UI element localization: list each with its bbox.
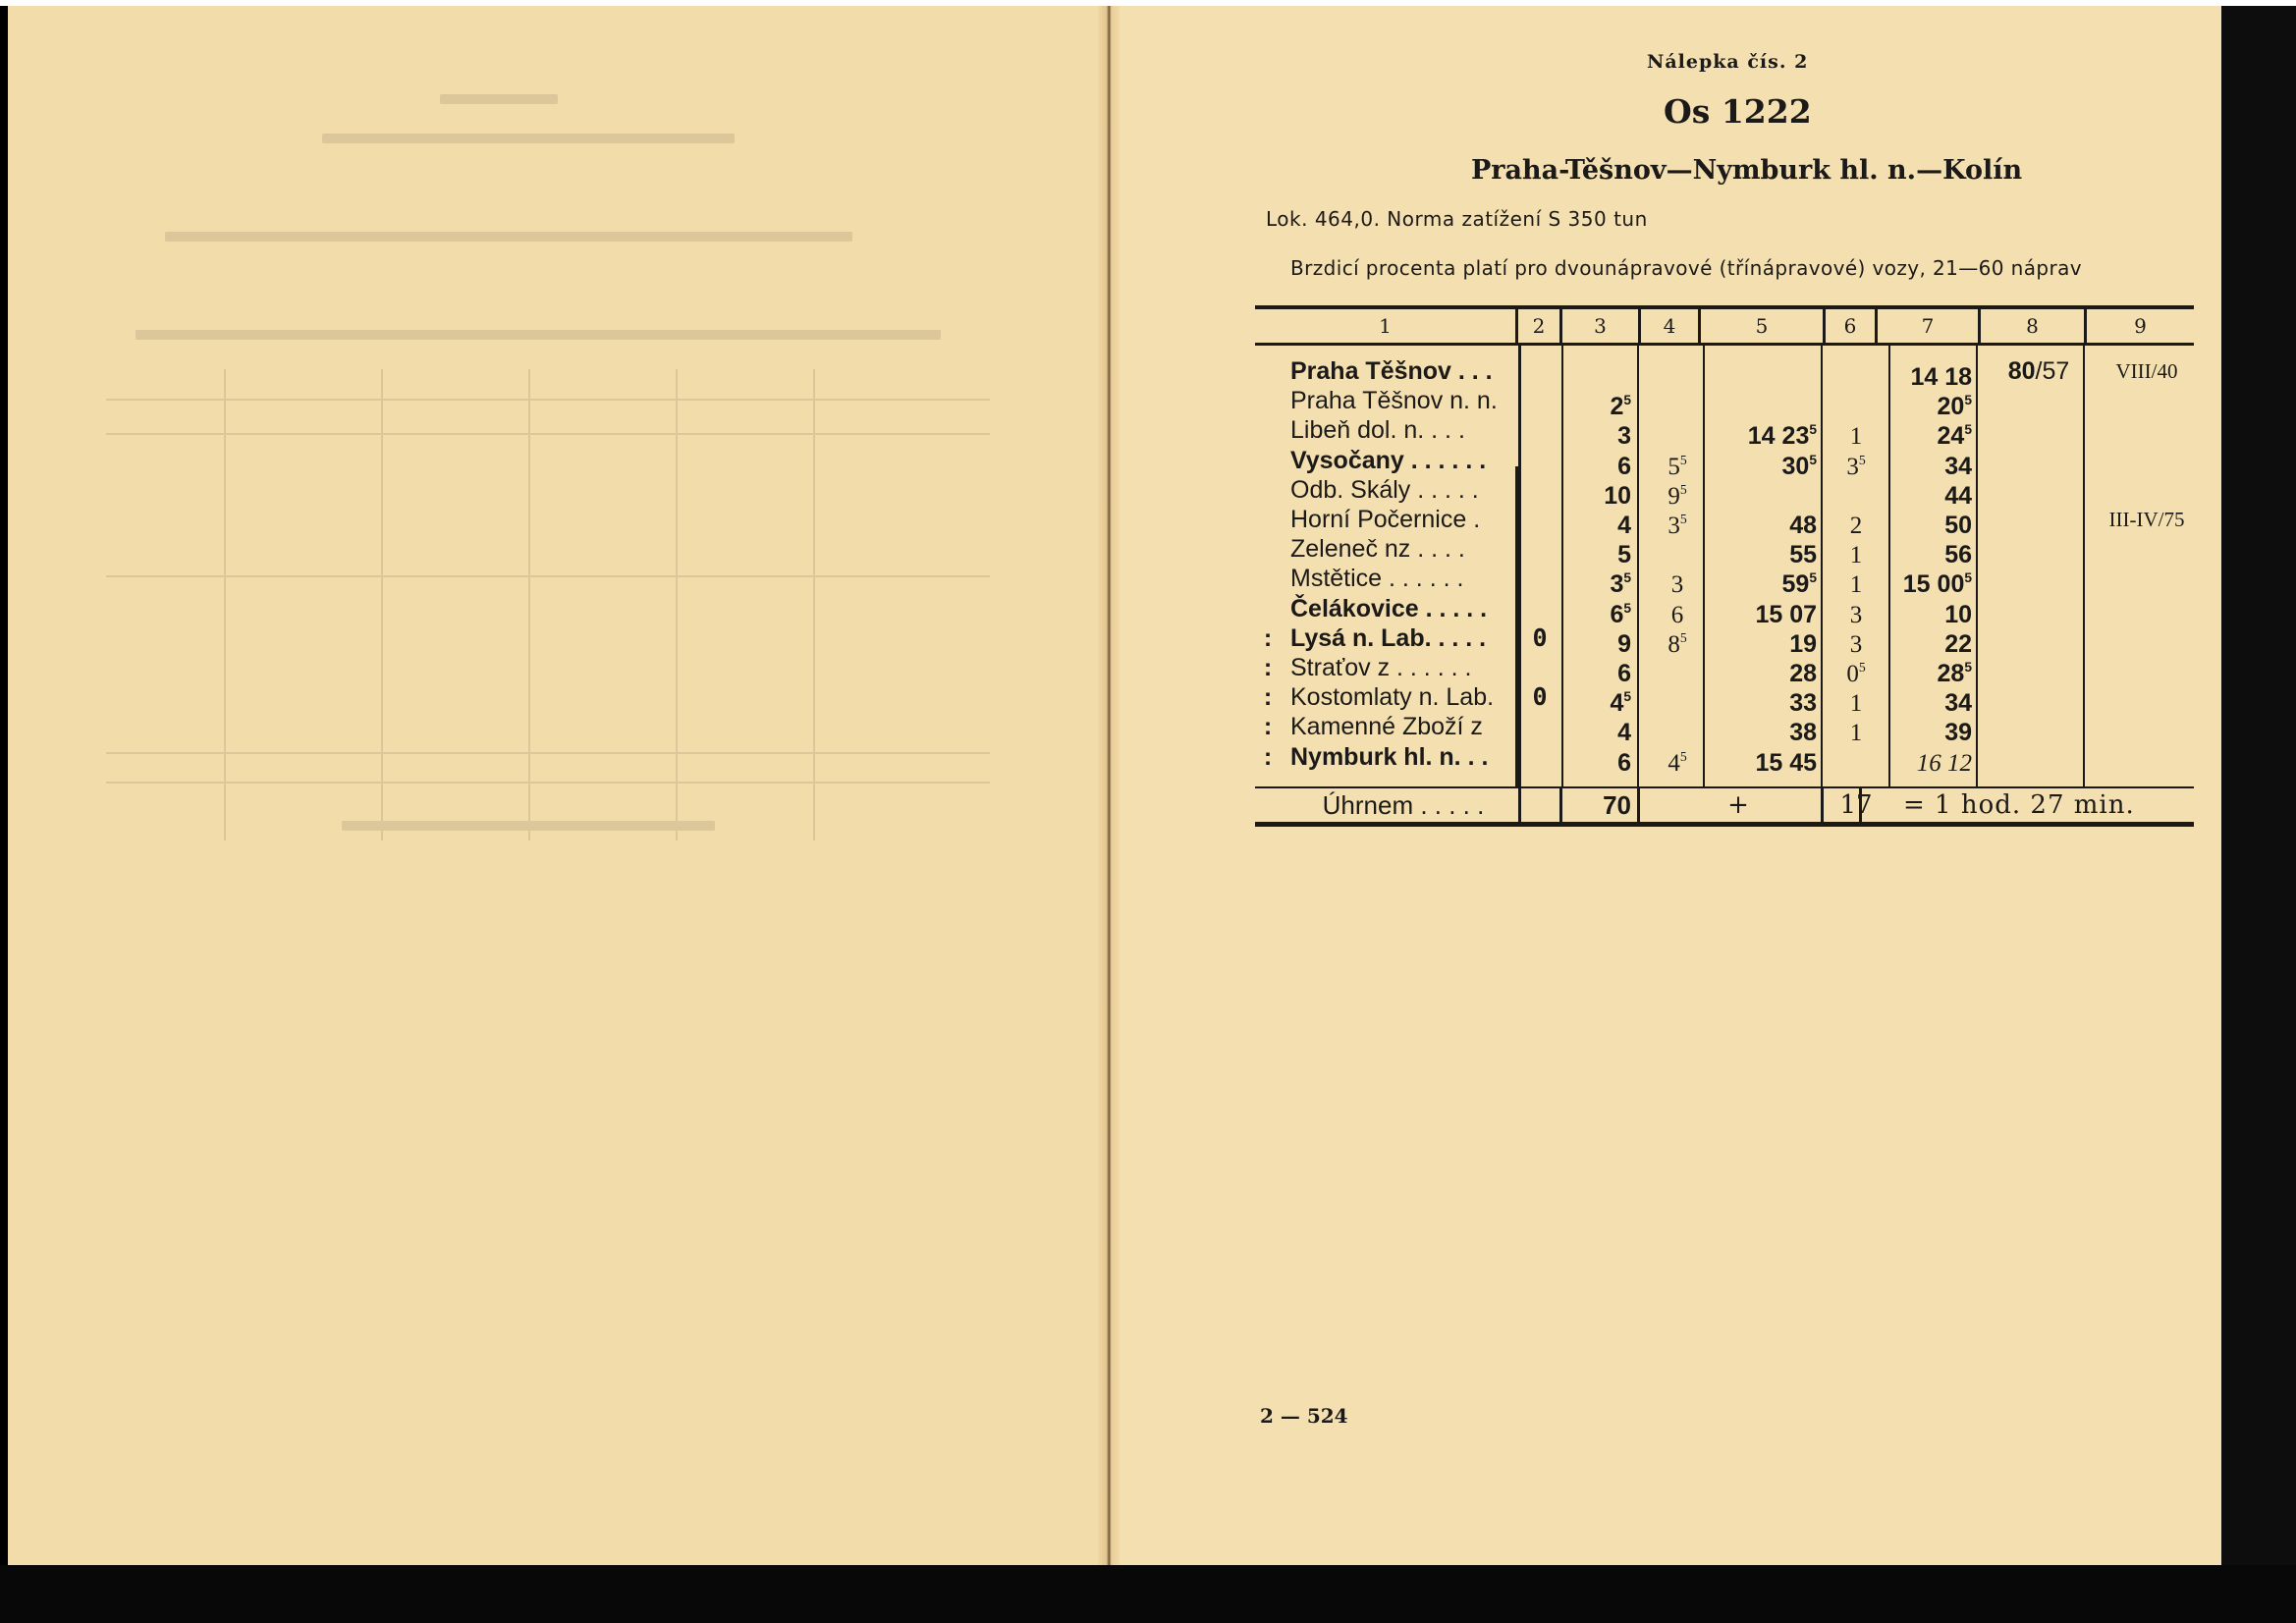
stop-time	[1827, 356, 1886, 386]
section-marker	[1255, 712, 1281, 741]
station-name	[1290, 356, 1516, 386]
col-header-7: 7	[1921, 314, 1935, 338]
station-name-value: Praha Těšnov n. n.	[1290, 387, 1498, 415]
running-time	[1579, 742, 1631, 777]
page-number: 2 — 524	[1260, 1404, 1348, 1428]
col-header-2: 2	[1532, 314, 1546, 338]
station-name	[1290, 534, 1516, 564]
gradient-class	[2100, 742, 2194, 772]
table-row	[1255, 356, 2194, 391]
col4-time	[1656, 682, 1699, 712]
departure-time	[1886, 623, 1972, 658]
col4-time	[1656, 564, 1699, 599]
table-row	[1255, 622, 2194, 658]
brake-percent	[1990, 564, 2088, 593]
stop-time-value: 3	[1849, 630, 1863, 658]
gradient-class	[2100, 682, 2194, 712]
col2-mark	[1520, 356, 1559, 386]
scan-bottom-edge	[0, 1565, 2296, 1623]
running-time-value: 6	[1617, 748, 1631, 777]
running-time	[1579, 446, 1631, 480]
col4-time	[1656, 415, 1699, 445]
departure-time-value: 28	[1937, 659, 1965, 687]
gradient-class-value: III-IV/75	[2108, 508, 2185, 531]
col-header-8: 8	[2026, 314, 2039, 338]
gradient-class	[2100, 446, 2194, 475]
stop-time	[1827, 386, 1886, 415]
running-time	[1579, 415, 1631, 451]
section-marker	[1255, 415, 1281, 445]
book-spine	[1098, 6, 1120, 1565]
departure-time	[1886, 712, 1972, 747]
departure-time	[1886, 534, 1972, 569]
section-marker	[1255, 534, 1281, 564]
stop-time	[1827, 505, 1886, 539]
stop-time-value: 2	[1849, 512, 1863, 539]
col4-time-value: 9	[1667, 482, 1680, 510]
col4-time-value: 4	[1667, 749, 1680, 777]
running-time-half-minute: 5	[1623, 570, 1631, 586]
departure-time-value: 15 00	[1902, 570, 1965, 599]
col2-mark	[1520, 446, 1559, 475]
section-marker	[1255, 564, 1281, 593]
brake-percent	[1990, 623, 2088, 653]
departure-time-half-minute: 5	[1964, 393, 1972, 408]
running-time-value: 3	[1617, 422, 1631, 451]
brake-percent	[1990, 534, 2088, 564]
arrival-time	[1709, 446, 1817, 480]
station-name	[1290, 594, 1516, 623]
show-through-print	[106, 192, 990, 899]
gradient-class	[2100, 386, 2194, 415]
col-divider	[1559, 788, 1562, 822]
station-name	[1290, 446, 1516, 475]
table-row	[1255, 594, 2194, 628]
col4-time-half-minute: 5	[1679, 512, 1687, 526]
col4-time-half-minute: 5	[1679, 629, 1687, 645]
arrival-time-value: 28	[1789, 659, 1817, 687]
stop-time-value: 3	[1849, 601, 1863, 628]
brake-percent	[1990, 356, 2088, 386]
arrival-time-value: 33	[1789, 689, 1817, 718]
gradient-class	[2100, 505, 2194, 534]
running-time	[1579, 682, 1631, 718]
station-name	[1290, 742, 1516, 772]
running-time	[1579, 594, 1631, 628]
col2-mark	[1520, 564, 1559, 593]
running-time-value: 3	[1610, 570, 1624, 599]
departure-time-half-minute: 5	[1964, 660, 1972, 675]
col-header-5: 5	[1755, 314, 1769, 338]
station-name	[1290, 386, 1516, 415]
brake-percent	[1990, 415, 2088, 445]
station-name	[1290, 475, 1516, 505]
arrival-time-value: 38	[1789, 719, 1817, 747]
stop-time	[1827, 712, 1886, 747]
brake-percent	[1990, 742, 2088, 772]
brake-percent	[1990, 712, 2088, 741]
arrival-time	[1709, 564, 1817, 599]
running-time-value: 2	[1610, 393, 1624, 421]
departure-time-value: 24	[1937, 422, 1965, 451]
running-time-value: 10	[1604, 481, 1631, 510]
departure-time	[1886, 475, 1972, 510]
stop-time	[1827, 446, 1886, 480]
brake-percent-main: 80	[2007, 357, 2036, 385]
col4-time-half-minute: 5	[1679, 452, 1687, 467]
station-name-value: Praha Těšnov . . .	[1290, 357, 1493, 385]
col4-time-value: 6	[1670, 601, 1684, 628]
stop-time-half-minute: 5	[1858, 452, 1866, 467]
departure-time-value: 56	[1944, 541, 1972, 569]
gradient-class	[2100, 623, 2194, 653]
running-time	[1579, 534, 1631, 569]
brake-percent-rest: /57	[2035, 357, 2070, 385]
col4-time	[1656, 505, 1699, 539]
station-name	[1290, 682, 1516, 712]
section-marker	[1255, 623, 1281, 653]
col4-time	[1656, 594, 1699, 628]
departure-time	[1886, 653, 1972, 687]
summary-total-minutes: 70	[1603, 790, 1631, 820]
departure-time-value: 16 12	[1916, 749, 1972, 777]
col2-mark	[1520, 682, 1559, 712]
running-time-half-minute: 5	[1623, 393, 1631, 408]
station-name-value: Kostomlaty n. Lab.	[1290, 683, 1495, 712]
running-time	[1579, 475, 1631, 510]
col2-mark	[1520, 475, 1559, 505]
station-name-value: Čelákovice . . . . .	[1290, 594, 1488, 622]
section-marker	[1255, 653, 1281, 682]
departure-time-value: 14 18	[1910, 362, 1972, 391]
col2-mark	[1520, 534, 1559, 564]
col2-mark	[1520, 415, 1559, 445]
table-top-rule	[1255, 305, 2194, 309]
station-name-value: Odb. Skály . . . . .	[1290, 475, 1479, 504]
station-name	[1290, 564, 1516, 593]
departure-time-value: 10	[1944, 600, 1972, 628]
departure-time-value: 22	[1944, 629, 1972, 658]
col-header-3: 3	[1594, 314, 1607, 338]
summary-equals: = 1 hod. 27 min.	[1903, 790, 2135, 820]
running-time-half-minute: 5	[1623, 689, 1631, 705]
summary-stop-minutes: 17	[1839, 790, 1873, 820]
stop-time-value: 1	[1849, 690, 1863, 718]
route-title: Praha-Těšnov—Nymburk hl. n.—Kolín	[1471, 155, 2023, 186]
running-time	[1579, 356, 1631, 386]
stop-time-half-minute: 5	[1858, 660, 1866, 675]
section-marker	[1255, 356, 1281, 386]
table-row	[1255, 415, 2194, 451]
col-divider	[1821, 788, 1824, 822]
departure-time	[1886, 682, 1972, 718]
running-time-half-minute: 5	[1623, 600, 1631, 616]
table-row	[1255, 564, 2194, 599]
running-time	[1579, 653, 1631, 687]
station-name	[1290, 505, 1516, 534]
station-name-value: Lysá n. Lab. . . . .	[1290, 623, 1487, 652]
section-marker-value: :	[1263, 683, 1273, 712]
gradient-class	[2100, 564, 2194, 593]
departure-time	[1886, 505, 1972, 539]
col4-time	[1656, 475, 1699, 510]
section-marker	[1255, 446, 1281, 475]
arrival-time-value: 55	[1789, 541, 1817, 569]
summary-label: Úhrnem . . . . .	[1322, 790, 1485, 820]
running-time	[1579, 623, 1631, 658]
stop-time	[1827, 534, 1886, 569]
col4-time	[1656, 623, 1699, 658]
col2-mark-value: 0	[1532, 622, 1548, 652]
arrival-time	[1709, 505, 1817, 539]
running-time	[1579, 712, 1631, 747]
col4-time	[1656, 712, 1699, 741]
running-time-value: 9	[1617, 629, 1631, 658]
col4-time	[1656, 653, 1699, 682]
station-name-value: Zeleneč nz . . . .	[1290, 535, 1465, 564]
stop-time-value: 1	[1849, 571, 1863, 599]
col2-mark	[1520, 594, 1559, 623]
running-time-value: 5	[1617, 541, 1631, 569]
gradient-class-value: VIII/40	[2115, 359, 2178, 383]
arrival-time	[1709, 682, 1817, 718]
stop-time	[1827, 415, 1886, 451]
arrival-time	[1709, 712, 1817, 747]
col2-mark	[1520, 623, 1559, 653]
running-time	[1579, 386, 1631, 421]
col-header-4: 4	[1663, 314, 1676, 338]
arrival-time	[1709, 386, 1817, 415]
section-marker	[1255, 505, 1281, 534]
train-number: Os 1222	[1664, 92, 1812, 131]
stop-time	[1827, 564, 1886, 599]
station-name-value: Straťov z . . . . . .	[1290, 654, 1472, 681]
station-name	[1290, 415, 1516, 445]
arrival-time	[1709, 415, 1817, 451]
brake-percent	[1990, 446, 2088, 475]
departure-time-half-minute: 5	[1964, 422, 1972, 438]
section-marker	[1255, 386, 1281, 415]
section-marker-value: :	[1263, 654, 1273, 681]
col4-time-value: 3	[1670, 571, 1684, 599]
arrival-time-half-minute: 5	[1809, 452, 1817, 467]
brake-percent	[1990, 475, 2088, 505]
table-row	[1255, 653, 2194, 687]
arrival-time-value: 30	[1781, 452, 1810, 480]
col4-time-half-minute: 5	[1679, 481, 1687, 497]
departure-time-value: 34	[1944, 452, 1972, 480]
table-row	[1255, 386, 2194, 421]
brake-percent	[1990, 594, 2088, 623]
col2-mark-value: 0	[1532, 682, 1548, 712]
section-marker	[1255, 475, 1281, 505]
departure-time-value: 20	[1937, 393, 1965, 421]
brake-percent	[1990, 386, 2088, 415]
col2-mark	[1520, 505, 1559, 534]
stop-time	[1827, 653, 1886, 687]
gradient-class	[2100, 534, 2194, 564]
stop-time	[1827, 594, 1886, 628]
stop-time-value: 1	[1849, 542, 1863, 569]
col-divider	[1637, 788, 1640, 822]
sticker-number: Nálepka čís. 2	[1647, 51, 1809, 73]
section-marker-value: :	[1263, 623, 1273, 652]
section-marker	[1255, 594, 1281, 623]
departure-time	[1886, 386, 1972, 421]
departure-time-value: 50	[1944, 511, 1972, 539]
station-name-value: Horní Počernice .	[1290, 506, 1481, 533]
station-name-value: Kamenné Zboží z	[1290, 713, 1483, 741]
col-header-1: 1	[1379, 314, 1392, 338]
departure-time	[1886, 415, 1972, 451]
stop-time	[1827, 623, 1886, 658]
section-marker	[1255, 742, 1281, 772]
running-time-value: 4	[1617, 719, 1631, 747]
arrival-time-value: 48	[1789, 511, 1817, 539]
brake-percentage-line: Brzdicí procenta platí pro dvounápravové (třínápravové) vozy, 21—60 náprav	[1290, 256, 2083, 280]
departure-time-value: 44	[1944, 481, 1972, 510]
arrival-time	[1709, 594, 1817, 628]
departure-time	[1886, 356, 1972, 391]
section-marker-value: :	[1263, 713, 1273, 741]
table-row	[1255, 712, 2194, 747]
col-header-6: 6	[1843, 314, 1857, 338]
brake-percent	[1990, 682, 2088, 712]
brake-percent	[1990, 653, 2088, 682]
summary-plus: +	[1727, 790, 1749, 820]
left-page	[8, 6, 1110, 1565]
arrival-time-value: 59	[1781, 570, 1810, 599]
station-name-value: Nymburk hl. n. . .	[1290, 742, 1489, 771]
arrival-time	[1709, 623, 1817, 658]
station-name-value: Libeň dol. n. . . .	[1290, 416, 1465, 445]
col2-mark	[1520, 712, 1559, 741]
col4-time-value: 5	[1667, 453, 1680, 480]
departure-time	[1886, 564, 1972, 599]
col4-time-value: 8	[1667, 630, 1680, 658]
gradient-class	[2100, 475, 2194, 505]
col4-time-value: 3	[1667, 512, 1680, 539]
stop-time-value: 0	[1846, 660, 1859, 687]
arrival-time-half-minute: 5	[1809, 422, 1817, 438]
table-row	[1255, 505, 2194, 539]
departure-time-value: 34	[1944, 689, 1972, 718]
col4-time	[1656, 386, 1699, 415]
section-marker-value: :	[1263, 742, 1273, 771]
table-row	[1255, 446, 2194, 480]
brake-percent	[1990, 505, 2088, 534]
col4-time	[1656, 446, 1699, 480]
col2-mark	[1520, 653, 1559, 682]
departure-time	[1886, 446, 1972, 480]
running-time-value: 4	[1610, 689, 1624, 718]
gradient-class	[2100, 415, 2194, 445]
arrival-time	[1709, 742, 1817, 777]
col4-time	[1656, 742, 1699, 777]
departure-time-value: 39	[1944, 719, 1972, 747]
arrival-time-value: 15 07	[1755, 600, 1817, 628]
timetable	[1255, 305, 2194, 828]
arrival-time-half-minute: 5	[1809, 570, 1817, 586]
departure-time-half-minute: 5	[1964, 570, 1972, 586]
station-name	[1290, 653, 1516, 682]
table-row	[1255, 475, 2194, 510]
arrival-time	[1709, 653, 1817, 687]
departure-time	[1886, 742, 1972, 777]
station-name-value: Vysočany . . . . . .	[1290, 446, 1487, 474]
table-row	[1255, 682, 2194, 718]
stop-time	[1827, 682, 1886, 718]
gradient-class	[2100, 356, 2194, 386]
arrival-time-value: 15 45	[1755, 748, 1817, 777]
scan-right-edge	[2221, 6, 2296, 1565]
stop-time-value: 1	[1849, 720, 1863, 747]
departure-time	[1886, 594, 1972, 628]
running-time	[1579, 505, 1631, 539]
col4-time-half-minute: 5	[1679, 748, 1687, 764]
gradient-class	[2100, 712, 2194, 741]
header-rule	[1255, 343, 2194, 346]
col2-mark	[1520, 742, 1559, 772]
col2-mark	[1520, 386, 1559, 415]
col-header-9: 9	[2134, 314, 2147, 338]
load-norm-line: Lok. 464,0. Norma zatížení S 350 tun	[1266, 207, 1648, 231]
arrival-time	[1709, 475, 1817, 505]
running-time-value: 4	[1617, 511, 1631, 539]
table-row	[1255, 534, 2194, 569]
stop-time-value: 3	[1846, 453, 1859, 480]
table-row	[1255, 742, 2194, 777]
gradient-class	[2100, 653, 2194, 682]
running-time-value: 6	[1617, 452, 1631, 480]
stop-time	[1827, 475, 1886, 505]
stop-time	[1827, 742, 1886, 772]
running-time	[1579, 564, 1631, 599]
arrival-time	[1709, 356, 1817, 386]
arrival-time-value: 14 23	[1747, 422, 1810, 451]
col4-time	[1656, 356, 1699, 386]
col-divider	[1518, 788, 1521, 822]
running-time-value: 6	[1617, 659, 1631, 687]
stop-time-value: 1	[1849, 423, 1863, 451]
station-name	[1290, 623, 1516, 653]
table-bottom-rule	[1255, 822, 2194, 827]
gradient-class	[2100, 594, 2194, 623]
arrival-time	[1709, 534, 1817, 569]
arrival-time-value: 19	[1789, 629, 1817, 658]
section-marker	[1255, 682, 1281, 712]
station-name-value: Mstětice . . . . . .	[1290, 565, 1464, 593]
col4-time	[1656, 534, 1699, 564]
running-time-value: 6	[1610, 600, 1624, 628]
station-name	[1290, 712, 1516, 741]
